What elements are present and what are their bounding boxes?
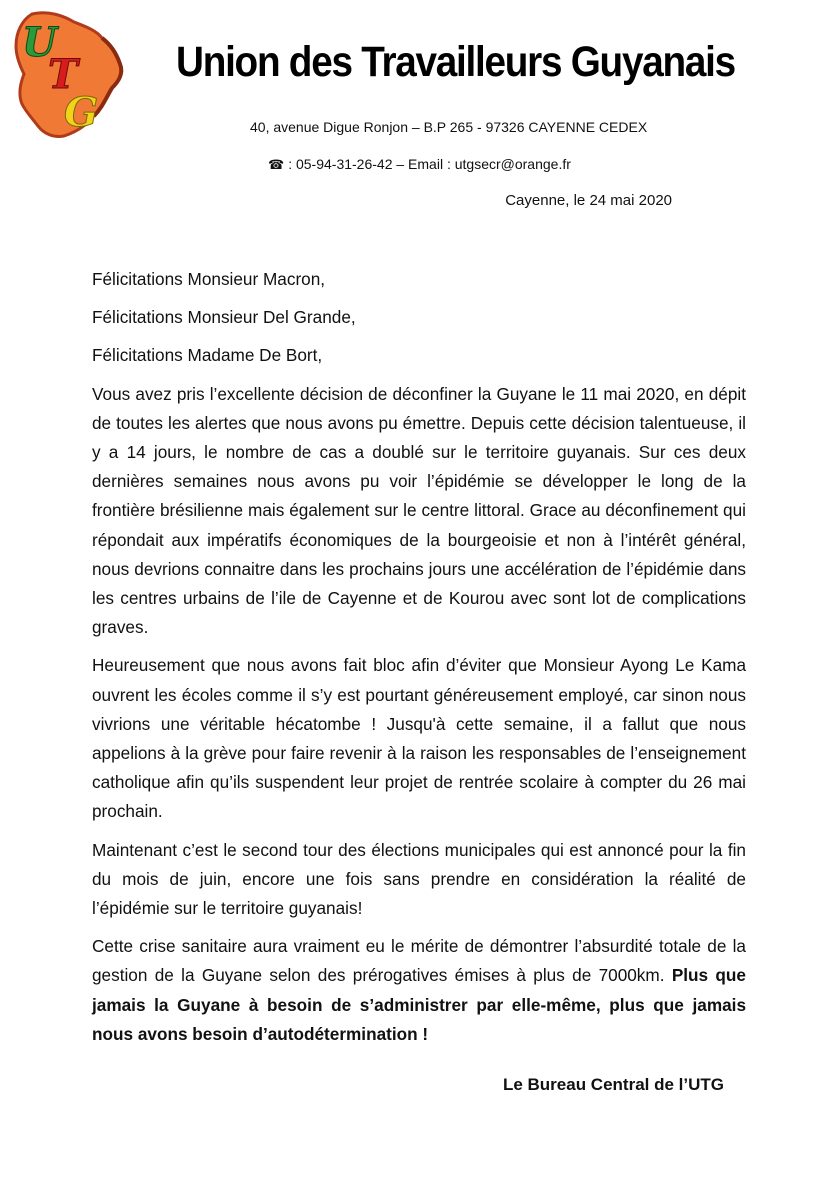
letterhead bbox=[0, 0, 838, 230]
postal-address: 40, avenue Digue Ronjon – B.P 265 - 97326 CAYENNE CEDEX bbox=[250, 119, 648, 135]
conclusion-regular-text: Cette crise sanitaire aura vraiment eu le mérite de démontrer l’absurdité totale de la gestion de la Guyane selon des prérogatives émises à plus de 7000km. bbox=[92, 936, 746, 986]
logo-letter-t: T bbox=[48, 51, 78, 98]
conclusion-bold-text: Plus que jamais la Guyane à besoin de s’administrer par elle-même, plus que jamais nous avons besoin d’autodétermination ! bbox=[92, 965, 746, 1044]
utg-logo bbox=[10, 8, 130, 140]
logo-letter-g: G bbox=[64, 89, 99, 136]
salutation-line: Félicitations Monsieur Macron, bbox=[92, 269, 326, 289]
paragraph-schools: Heureusement que nous avons fait bloc afin d’éviter que Monsieur Ayong Le Kama ouvrent les écoles comme il s’y est pourtant généreusement employé, car sinon nous vivrions une véritable hécatombe ! Jusqu'à cette semaine, il a fallut que nous appelions à la grève pour faire revenir à la raison les responsables de l’enseignement catholique afin qu’ils suspendent leur projet de rentrée scolaire à compter du 26 mai prochain. bbox=[92, 655, 746, 822]
logo-letter-u: U bbox=[22, 19, 57, 66]
letter-body bbox=[92, 265, 746, 1049]
paragraph-elections: Maintenant c’est le second tour des élections municipales qui est annoncé pour la fin du mois de juin, encore une fois sans prendre en considération la réalité de l’épidémie sur le territoire guyanais! bbox=[92, 839, 746, 919]
organization-name: Union des Travailleurs Guyanais bbox=[176, 38, 735, 86]
signature: Le Bureau Central de l’UTG bbox=[502, 1075, 724, 1094]
contact-line bbox=[268, 156, 571, 173]
telephone-icon: ☎ bbox=[268, 157, 285, 172]
paragraph-conclusion bbox=[92, 932, 746, 1049]
contact-details: : 05-94-31-26-42 – Email : utgsecr@orange.fr bbox=[288, 156, 571, 172]
letter-date: Cayenne, le 24 mai 2020 bbox=[505, 192, 672, 209]
paragraph-deconfinement: Vous avez pris l’excellente décision de déconfiner la Guyane le 11 mai 2020, en dépit de toutes les alertes que nous avons pu émettre. Depuis cette décision talentueuse, il y a 14 jours, le nombre de cas a doublé sur le territoire guyanais. Sur ces deux dernières semaines nous avons pu voir l’épidémie se développer le long de la frontière brésilienne mais également sur le centre littoral. Grace au déconfinement qui répondait aux impératifs économiques de la bourgeoisie et non à l’intérêt général, nous devrions connaitre dans les prochains jours une accélération de l’épidémie dans les centres urbains de l’ile de Cayenne et de Kourou avec sont lot de complications graves. bbox=[92, 383, 746, 638]
salutation-line: Félicitations Monsieur Del Grande, bbox=[92, 307, 356, 328]
salutation-line: Félicitations Madame De Bort, bbox=[92, 345, 323, 366]
